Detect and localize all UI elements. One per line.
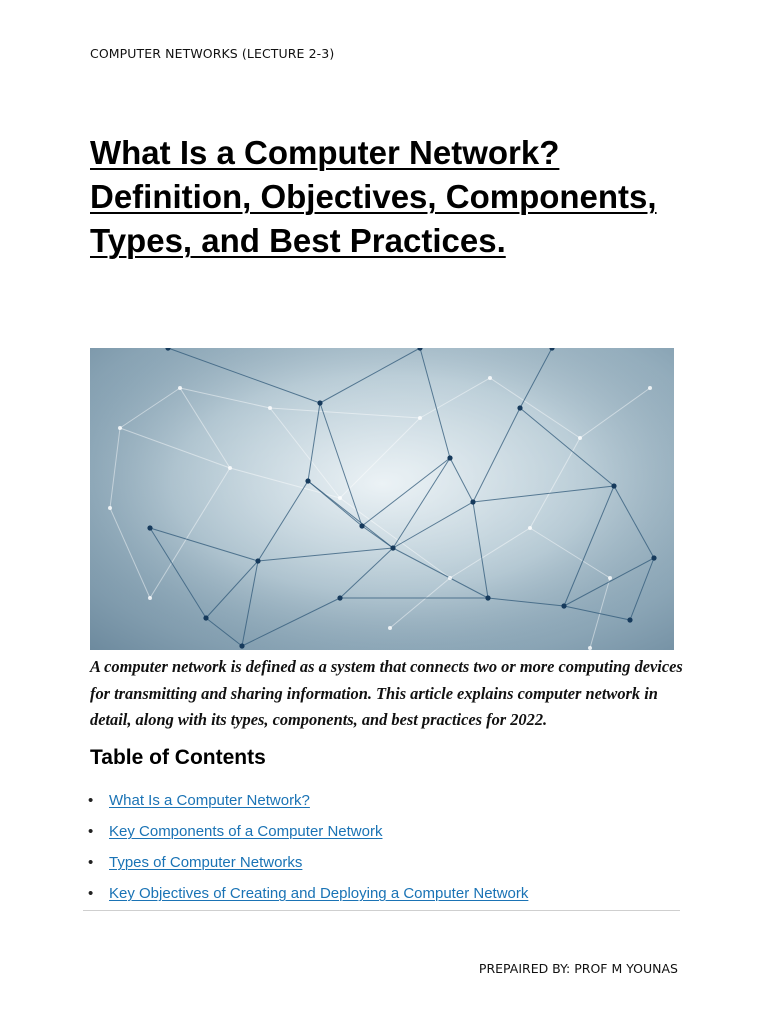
- network-node-faint: [488, 376, 492, 380]
- document-header: COMPUTER NETWORKS (LECTURE 2-3): [90, 46, 335, 61]
- network-node-faint: [108, 506, 112, 510]
- title-line-1: What Is a Computer Network?: [90, 134, 560, 171]
- title-line-2: Definition, Objectives, Components,: [90, 178, 657, 215]
- table-of-contents: [90, 790, 680, 914]
- network-node: [147, 525, 152, 530]
- title-line-3: Types, and Best Practices.: [90, 222, 506, 259]
- network-node-faint: [228, 466, 232, 470]
- network-node: [203, 615, 208, 620]
- toc-heading: Table of Contents: [90, 746, 266, 769]
- toc-link-key-components[interactable]: Key Components of a Computer Network: [109, 823, 383, 840]
- network-node: [337, 595, 342, 600]
- toc-link-types-of-networks[interactable]: Types of Computer Networks: [109, 854, 303, 871]
- toc-link-what-is-computer-network[interactable]: What Is a Computer Network?: [109, 792, 310, 809]
- toc-item: [90, 852, 680, 883]
- document-footer: PREPAIRED BY: PROF M YOUNAS: [478, 961, 678, 976]
- network-node-faint: [418, 416, 422, 420]
- network-node: [485, 595, 490, 600]
- network-node-faint: [178, 386, 182, 390]
- network-node: [627, 617, 632, 622]
- network-node-faint: [448, 576, 452, 580]
- toc-item: [90, 790, 680, 821]
- network-node-faint: [648, 386, 652, 390]
- network-node-faint: [528, 526, 532, 530]
- network-node: [390, 545, 395, 550]
- network-node-faint: [608, 576, 612, 580]
- network-node: [651, 555, 656, 560]
- network-node: [447, 455, 452, 460]
- network-node-faint: [578, 436, 582, 440]
- page-title: [90, 131, 710, 263]
- bullet-icon: •: [88, 792, 94, 809]
- network-node-faint: [588, 646, 592, 650]
- article-summary: A computer network is defined as a system that connects two or more computing devices for transmitting and sharing information. This article explains computer network in detail, along with its types, components, and best practices for 2022.: [90, 657, 683, 729]
- network-node: [470, 499, 475, 504]
- network-node-faint: [388, 626, 392, 630]
- network-node-faint: [148, 596, 152, 600]
- network-node: [561, 603, 566, 608]
- toc-link-key-objectives[interactable]: Key Objectives of Creating and Deploying a Computer Network: [109, 885, 529, 902]
- network-node-faint: [268, 406, 272, 410]
- bullet-icon: •: [88, 885, 94, 902]
- network-node: [305, 478, 310, 483]
- network-node: [317, 400, 322, 405]
- network-node-faint: [338, 496, 342, 500]
- network-nodes-image: [90, 348, 674, 650]
- bullet-icon: •: [88, 854, 94, 871]
- network-node: [517, 405, 522, 410]
- divider: [83, 910, 680, 911]
- network-node: [239, 643, 244, 648]
- toc-item: [90, 821, 680, 852]
- network-graph-illustration: [90, 348, 674, 650]
- network-node-faint: [118, 426, 122, 430]
- bullet-icon: •: [88, 823, 94, 840]
- network-node: [359, 523, 364, 528]
- network-node: [611, 483, 616, 488]
- network-node: [255, 558, 260, 563]
